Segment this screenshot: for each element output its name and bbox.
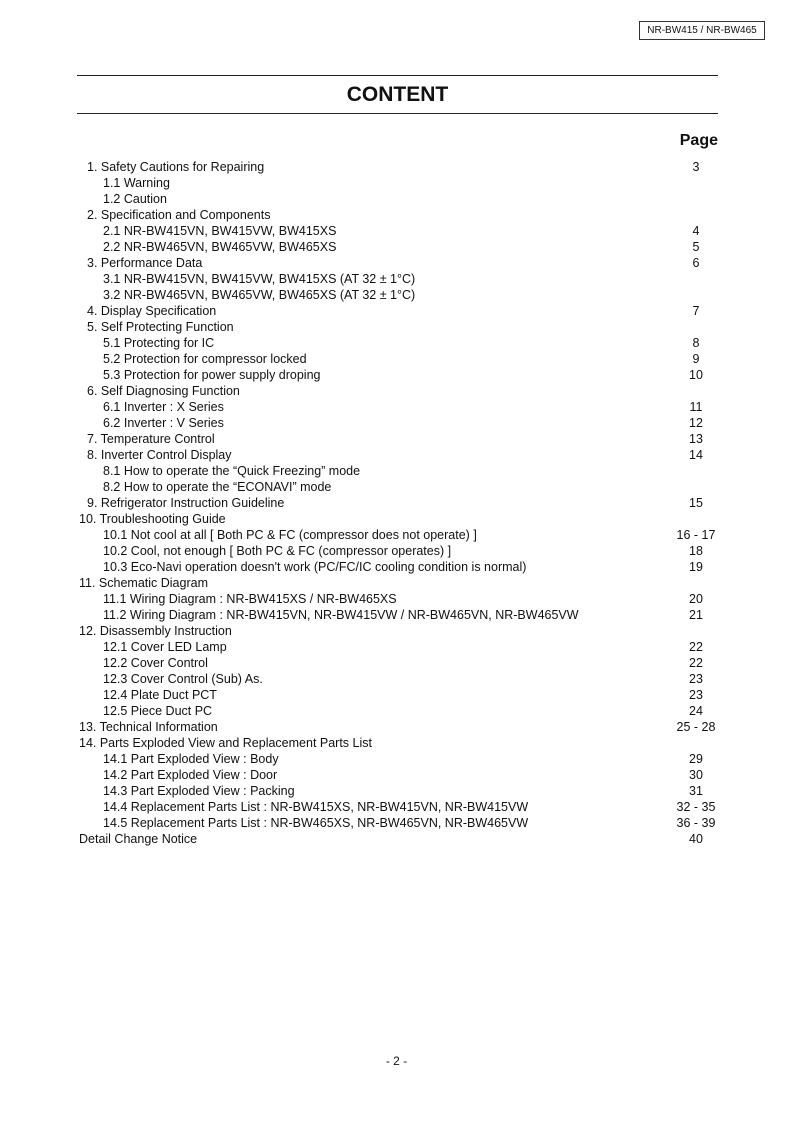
toc-entry[interactable] <box>0 719 793 735</box>
toc-entry-page: 31 <box>689 784 703 798</box>
toc-entry[interactable] <box>0 495 793 511</box>
toc-entry-label: 14.1 Part Exploded View : Body <box>103 752 279 766</box>
toc-entry-label: 5.1 Protecting for IC <box>103 336 215 350</box>
toc-entry-page: 25 - 28 <box>676 720 716 734</box>
toc-entry-label: 3.2 NR-BW465VN, BW465VW, BW465XS (AT 32 ± 1°C) <box>103 288 416 302</box>
toc-entry[interactable] <box>0 511 793 527</box>
toc-entry-label: 2.2 NR-BW465VN, BW465VW, BW465XS <box>103 240 337 254</box>
toc-entry-label: 8. Inverter Control Display <box>87 448 232 462</box>
toc-entry-page: 7 <box>692 304 700 318</box>
toc-entry-page: 20 <box>689 592 703 606</box>
toc-entry-label: 10.2 Cool, not enough [ Both PC & FC (compressor operates) ] <box>103 544 452 558</box>
toc-entry-label: 3.1 NR-BW415VN, BW415VW, BW415XS (AT 32 ± 1°C) <box>103 272 416 286</box>
toc-entry-page: 13 <box>689 432 703 446</box>
toc-entry-page: 10 <box>689 368 703 382</box>
toc-entry-page: 3 <box>692 160 700 174</box>
toc-entry-label: 14.4 Replacement Parts List : NR-BW415XS, NR-BW415VN, NR-BW415VW <box>103 800 529 814</box>
toc-entry[interactable] <box>0 607 793 623</box>
toc-entry[interactable] <box>0 671 793 687</box>
toc-entry-label: 1. Safety Cautions for Repairing <box>87 160 265 174</box>
toc-entry-label: 11.1 Wiring Diagram : NR-BW415XS / NR-BW465XS <box>103 592 397 606</box>
toc-entry[interactable] <box>0 287 793 303</box>
toc-entry-page: 32 - 35 <box>676 800 716 814</box>
toc-entry-label: 6. Self Diagnosing Function <box>87 384 240 398</box>
toc-entry-label: 11.2 Wiring Diagram : NR-BW415VN, NR-BW415VW / NR-BW465VN, NR-BW465VW <box>103 608 579 622</box>
table-of-contents <box>0 159 793 847</box>
toc-entry[interactable] <box>0 415 793 431</box>
toc-entry[interactable] <box>0 575 793 591</box>
toc-entry-page: 30 <box>689 768 703 782</box>
toc-entry-label: 11. Schematic Diagram <box>79 576 208 590</box>
toc-entry[interactable] <box>0 479 793 495</box>
toc-entry[interactable] <box>0 799 793 815</box>
toc-entry-label: 3. Performance Data <box>87 256 203 270</box>
toc-entry[interactable] <box>0 543 793 559</box>
toc-entry-page: 12 <box>689 416 703 430</box>
title-top-rule <box>77 75 718 76</box>
toc-entry[interactable] <box>0 639 793 655</box>
title-bottom-rule <box>77 113 718 114</box>
toc-entry[interactable] <box>0 271 793 287</box>
toc-entry-label: 10. Troubleshooting Guide <box>79 512 226 526</box>
toc-entry[interactable] <box>0 207 793 223</box>
toc-entry[interactable] <box>0 703 793 719</box>
toc-entry[interactable] <box>0 447 793 463</box>
toc-entry-label: 12.1 Cover LED Lamp <box>103 640 227 654</box>
toc-entry-label: 13. Technical Information <box>79 720 218 734</box>
toc-entry-label: 7. Temperature Control <box>87 432 215 446</box>
toc-entry-page: 8 <box>692 336 700 350</box>
toc-entry[interactable] <box>0 255 793 271</box>
toc-entry-page: 40 <box>689 832 703 846</box>
toc-entry-label: 12.4 Plate Duct PCT <box>103 688 217 702</box>
toc-entry-page: 11 <box>689 400 703 414</box>
toc-entry[interactable] <box>0 735 793 751</box>
toc-entry-page: 23 <box>689 672 703 686</box>
toc-entry[interactable] <box>0 303 793 319</box>
toc-entry-label: 14. Parts Exploded View and Replacement Parts List <box>79 736 372 750</box>
toc-entry-label: 8.1 How to operate the “Quick Freezing” mode <box>103 464 361 478</box>
toc-entry-page: 24 <box>689 704 703 718</box>
toc-entry-page: 18 <box>689 544 703 558</box>
toc-entry[interactable] <box>0 367 793 383</box>
toc-entry[interactable] <box>0 655 793 671</box>
toc-entry[interactable] <box>0 335 793 351</box>
toc-entry[interactable] <box>0 463 793 479</box>
toc-entry-label: 5.3 Protection for power supply droping <box>103 368 321 382</box>
toc-entry[interactable] <box>0 159 793 175</box>
toc-entry-page: 16 - 17 <box>676 528 716 542</box>
toc-entry-label: 12.2 Cover Control <box>103 656 208 670</box>
toc-entry[interactable] <box>0 223 793 239</box>
toc-entry-label: 12.5 Piece Duct PC <box>103 704 213 718</box>
toc-entry[interactable] <box>0 239 793 255</box>
toc-entry-page: 5 <box>692 240 700 254</box>
toc-entry[interactable] <box>0 623 793 639</box>
page-title: CONTENT <box>346 83 449 106</box>
toc-entry-label: Detail Change Notice <box>79 832 198 846</box>
toc-entry-label: 2. Specification and Components <box>87 208 271 222</box>
toc-entry[interactable] <box>0 831 793 847</box>
toc-entry-label: 5.2 Protection for compressor locked <box>103 352 307 366</box>
toc-entry-label: 2.1 NR-BW415VN, BW415VW, BW415XS <box>103 224 337 238</box>
toc-entry-label: 6.2 Inverter : V Series <box>103 416 224 430</box>
toc-entry-label: 1.1 Warning <box>103 176 170 190</box>
toc-entry[interactable] <box>0 767 793 783</box>
page-column-heading: Page <box>679 132 718 149</box>
toc-entry-page: 19 <box>689 560 703 574</box>
toc-entry-page: 6 <box>692 256 700 270</box>
toc-entry-label: 4. Display Specification <box>87 304 217 318</box>
toc-entry[interactable] <box>0 527 793 543</box>
toc-entry-label: 10.1 Not cool at all [ Both PC & FC (compressor does not operate) ] <box>103 528 477 542</box>
toc-entry-label: 6.1 Inverter : X Series <box>103 400 224 414</box>
toc-entry-page: 22 <box>689 640 703 654</box>
toc-entry-label: 8.2 How to operate the “ECONAVI” mode <box>103 480 332 494</box>
toc-entry[interactable] <box>0 687 793 703</box>
toc-entry[interactable] <box>0 431 793 447</box>
toc-entry[interactable] <box>0 591 793 607</box>
toc-entry-page: 9 <box>692 352 700 366</box>
toc-entry-label: 5. Self Protecting Function <box>87 320 234 334</box>
toc-entry-label: 12.3 Cover Control (Sub) As. <box>103 672 263 686</box>
toc-entry[interactable] <box>0 559 793 575</box>
toc-entry-label: 1.2 Caution <box>103 192 167 206</box>
toc-entry-label: 12. Disassembly Instruction <box>79 624 232 638</box>
toc-entry[interactable] <box>0 191 793 207</box>
toc-entry-label: 14.5 Replacement Parts List : NR-BW465XS, NR-BW465VN, NR-BW465VW <box>103 816 529 830</box>
toc-entry-label: 14.2 Part Exploded View : Door <box>103 768 278 782</box>
toc-entry-page: 14 <box>689 448 703 462</box>
toc-entry-page: 23 <box>689 688 703 702</box>
page-number: - 2 - <box>385 1054 408 1068</box>
toc-entry-page: 36 - 39 <box>676 816 716 830</box>
toc-entry[interactable] <box>0 815 793 831</box>
toc-entry-page: 15 <box>689 496 703 510</box>
toc-entry-page: 21 <box>689 608 703 622</box>
toc-entry[interactable] <box>0 399 793 415</box>
toc-entry[interactable] <box>0 175 793 191</box>
toc-entry-page: 4 <box>692 224 700 238</box>
toc-entry[interactable] <box>0 351 793 367</box>
toc-entry-page: 22 <box>689 656 703 670</box>
toc-entry-label: 10.3 Eco-Navi operation doesn't work (PC/FC/IC cooling condition is normal) <box>103 560 527 574</box>
toc-entry[interactable] <box>0 751 793 767</box>
toc-entry[interactable] <box>0 783 793 799</box>
toc-entry[interactable] <box>0 383 793 399</box>
toc-entry-label: 9. Refrigerator Instruction Guideline <box>87 496 285 510</box>
toc-entry-label: 14.3 Part Exploded View : Packing <box>103 784 295 798</box>
toc-entry[interactable] <box>0 319 793 335</box>
model-code-box: NR-BW415 / NR-BW465 <box>639 21 765 40</box>
toc-entry-page: 29 <box>689 752 703 766</box>
